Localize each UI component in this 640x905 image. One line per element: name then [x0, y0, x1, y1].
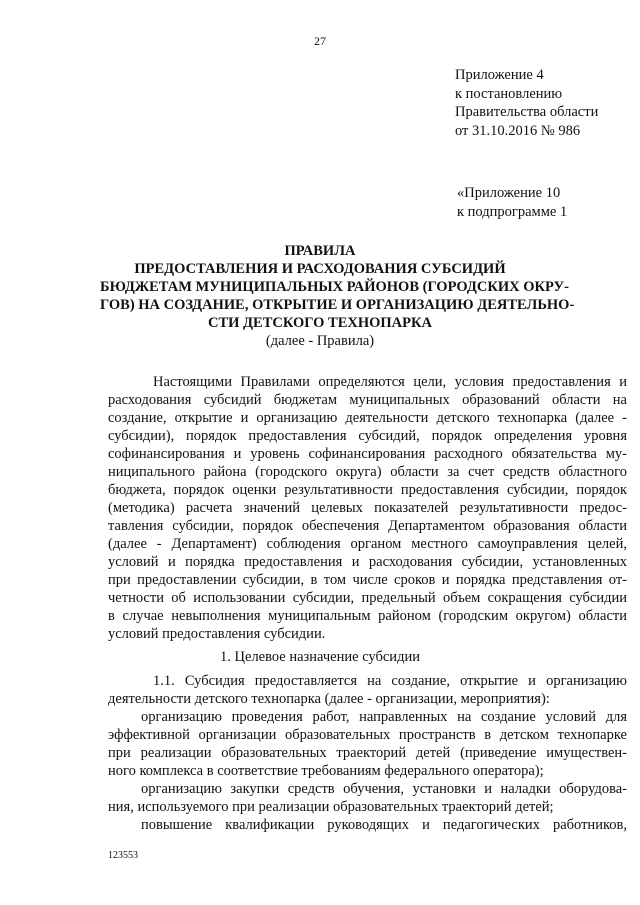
- appendix-line: к постановлению: [455, 85, 563, 102]
- section-heading: 1. Целевое назначение субсидии: [220, 649, 420, 665]
- document-code: 123553: [108, 850, 138, 861]
- text-line: 1.1. Субсидия предоставляется на создание, открытие и организацию: [153, 673, 627, 689]
- text-line: бюджета, порядок оценки результативности предоставления субсидии, порядок: [108, 482, 627, 498]
- sub-appendix-header: [457, 184, 567, 221]
- text-line: тавления субсидии, порядок обеспечения Департаментом образования области: [108, 518, 627, 534]
- title-line: ГОВ) НА СОЗДАНИЕ, ОТКРЫТИЕ И ОРГАНИЗАЦИЮ ДЕЯТЕЛЬНО-: [100, 297, 575, 313]
- text-line: создание, открытие и организацию деятельности детского технопарка (далее -: [108, 410, 627, 426]
- title-line: ПРЕДОСТАВЛЕНИЯ И РАСХОДОВАНИЯ СУБСИДИЙ: [134, 261, 506, 277]
- text-line: (далее - Департамент) соблюдения органом местного самоуправления целей,: [108, 536, 627, 552]
- text-line: при предоставлении субсидии, в том числе сроков и порядка представления от-: [108, 572, 627, 588]
- text-line: ния, используемого при реализации образовательных траекторий детей;: [108, 799, 554, 815]
- text-line: расходования субсидий бюджетам муниципальных образований области на: [108, 392, 627, 408]
- text-line: (методика) расчета значений целевых показателей результативности предос-: [108, 500, 627, 516]
- document-title: [100, 242, 575, 350]
- title-line: СТИ ДЕТСКОГО ТЕХНОПАРКА: [208, 315, 432, 331]
- text-line: софинансирования и уровень софинансирования расходного обязательства му-: [108, 446, 627, 462]
- text-line: эффективной организации образовательных пространств в детском технопарке: [108, 727, 627, 743]
- text-line: организацию закупки средств обучения, установки и наладки оборудова-: [141, 781, 627, 797]
- text-line: повышение квалификации руководящих и педагогических работников,: [141, 817, 627, 833]
- title-subtitle: (далее - Правила): [265, 333, 375, 349]
- title-line: БЮДЖЕТАМ МУНИЦИПАЛЬНЫХ РАЙОНОВ (ГОРОДСКИХ ОКРУ-: [100, 279, 570, 295]
- intro-paragraph: [108, 373, 627, 643]
- text-line: организацию проведения работ, направленных на создание условий для: [141, 709, 627, 725]
- page-number: 27: [314, 34, 326, 48]
- text-line: Настоящими Правилами определяются цели, условия предоставления и: [153, 374, 627, 390]
- appendix-line: от 31.10.2016 № 986: [455, 122, 581, 139]
- appendix-line: Правительства области: [455, 104, 599, 120]
- text-line: условий и порядка предоставления и расходования субсидии, установленных: [108, 554, 627, 570]
- appendix-header: [455, 66, 598, 140]
- text-line: условий предоставления субсидии.: [108, 626, 326, 642]
- text-line: при реализации образовательных траекторий детей (приведение имуществен-: [108, 745, 627, 761]
- sub-appendix-line: «Приложение 10: [457, 185, 561, 201]
- text-line: субсидии), порядок предоставления субсидий, порядок определения уровня: [108, 428, 627, 444]
- text-line: в случае невыполнения муниципальным районом (городским округом) области: [108, 608, 627, 624]
- sub-appendix-line: к подпрограмме 1: [457, 203, 568, 220]
- title-line: ПРАВИЛА: [284, 243, 356, 259]
- text-line: четности об использовании субсидии, предельный объем сокращения субсидии: [108, 590, 627, 606]
- text-line: деятельности детского технопарка (далее - организации, мероприятия):: [108, 691, 550, 707]
- text-line: ниципального района (городского округа) области за счет средств областного: [108, 464, 627, 480]
- appendix-line: Приложение 4: [455, 67, 544, 83]
- section-1-paragraph: [108, 672, 627, 834]
- text-line: ного комплекса в соответствие требованиям федерального оператора);: [108, 763, 544, 779]
